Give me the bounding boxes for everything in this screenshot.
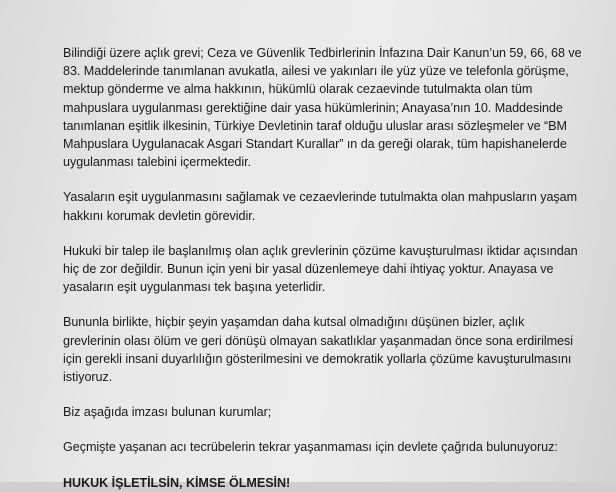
text-line: Yasaların eşit uygulanmasını sağlamak ve cezaevlerinde tutulmakta olan mahpusların yaşam bbox=[63, 190, 578, 205]
text-line: tanımlanan eşitlik ilkesinin, Türkiye Devletinin taraf olduğu uluslar arası sözleşmeler ve “BM bbox=[63, 118, 567, 133]
text-line: istiyoruz. bbox=[63, 370, 113, 385]
text-line: uygulanması talebini içermektedir. bbox=[63, 155, 251, 170]
paragraph-appeal bbox=[63, 313, 588, 386]
text-line: Bilindiği üzere açlık grevi; Ceza ve Güvenlik Tedbirlerinin İnfazına Dair Kanun’un 59, 66, 68 ve bbox=[63, 46, 582, 60]
paragraph-legal-demand bbox=[63, 242, 588, 297]
text-line: mahpuslara uygulanması gerektiğine dair yasa hükümlerinin; Anayasa’nın 10. Maddesinde bbox=[63, 100, 563, 115]
text-line: hiç de zor değildir. Bunun için yeni bir yasal düzenlemeye dahi ihtiyaç yoktur. Anayasa ve bbox=[63, 262, 554, 277]
text-line: Mahpuslara Uygulanacak Asgari Standart Kurallar” ın da gereği olarak, tüm hapishanelerde bbox=[63, 137, 567, 152]
text-line: mektup gönderme ve alma hakkının, hükümlü olarak cezaevinde tutulmakta olan tüm bbox=[63, 82, 533, 97]
paragraph-signatories bbox=[63, 403, 588, 421]
text-line: Bununla birlikte, hiçbir şeyin yaşamdan daha kutsal olmadığını düşünen bizler, açlık bbox=[63, 315, 525, 330]
text-line: HUKUK İŞLETİLSİN, KİMSE ÖLMESİN! bbox=[63, 475, 291, 490]
paragraph-state-duty bbox=[63, 188, 588, 224]
text-line: hakkını korumak devletin görevidir. bbox=[63, 208, 256, 223]
text-line: 83. Maddelerinde tanımlanan avukatla, ailesi ve yakınları ile yüz yüze ve telefonla görüşme, bbox=[63, 64, 569, 79]
paragraph-call-to-state bbox=[63, 438, 588, 456]
text-line: için gerekli insani duyarlılığın gösterilmesini ve demokratik yollarla çözüme kavuşturulmasını bbox=[63, 351, 572, 366]
text-line: Geçmişte yaşanan acı tecrübelerin tekrar yaşanmaması için devlete çağrıda bulunuyoruz: bbox=[63, 440, 558, 455]
slogan-heading bbox=[63, 474, 588, 492]
paragraph-hunger-strike-context bbox=[63, 44, 588, 171]
text-line: grevlerinin olası ölüm ve geri dönüşü olmayan sakatlıklar yaşanmadan önce sona erdirilmesi bbox=[63, 333, 574, 348]
text-line: yasaların eşit uygulanması tek başına yeterlidir. bbox=[63, 280, 326, 295]
text-line: Biz aşağıda imzası bulunan kurumlar; bbox=[63, 405, 272, 420]
text-line: Hukuki bir talep ile başlanılmış olan açlık grevlerinin çözüme kavuşturulması iktidar açısından bbox=[63, 243, 578, 258]
